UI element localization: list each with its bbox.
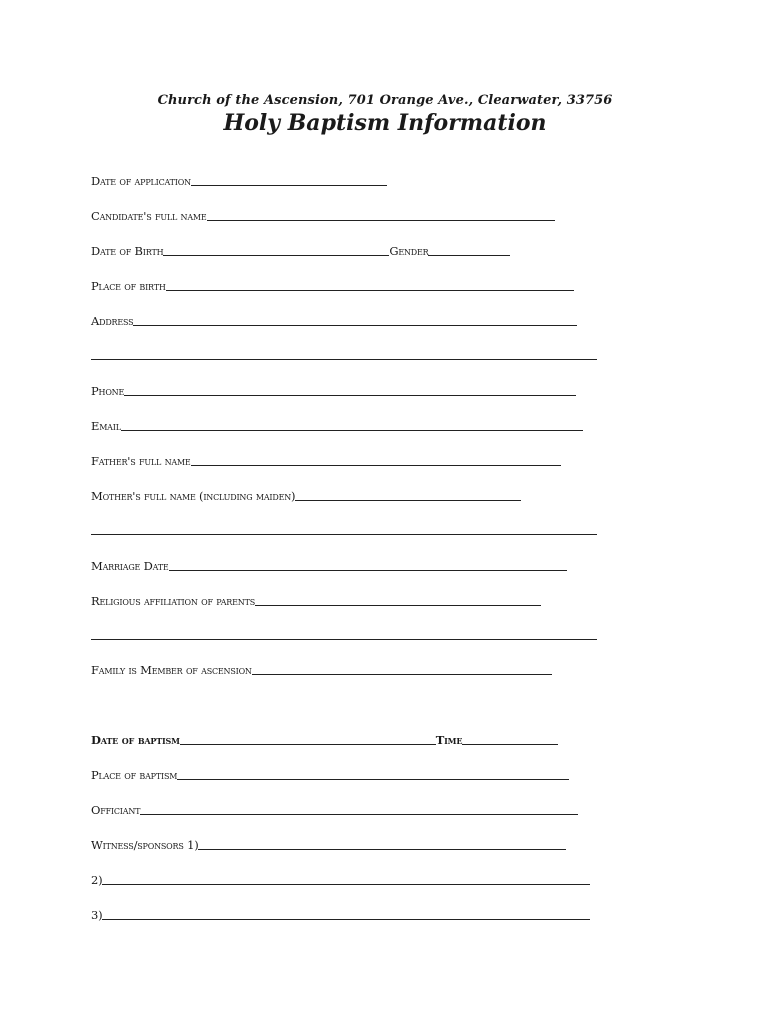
sponsor-2-label: 2): [91, 873, 103, 887]
father-full-name-label: Father's full name: [91, 454, 191, 468]
witness-sponsors-row: [91, 834, 566, 852]
religious-affiliation-label: Religious affiliation of parents: [91, 594, 255, 608]
candidate-full-name-label: Candidate's full name: [91, 209, 207, 223]
place-of-birth-label: Place of birth: [91, 279, 166, 293]
mother-full-name-field[interactable]: [295, 500, 521, 501]
form-title: Holy Baptism Information: [223, 110, 547, 136]
sponsor-3-row: [91, 904, 590, 922]
officiant-label: Officiant: [91, 803, 141, 817]
officiant-row: [91, 799, 578, 817]
phone-label: Phone: [91, 384, 125, 398]
place-of-birth-row: [91, 275, 574, 293]
marriage-date-field[interactable]: [169, 570, 567, 571]
father-full-name-row: [91, 450, 561, 468]
sponsor-3-field[interactable]: [102, 919, 590, 920]
email-label: Email: [91, 419, 121, 433]
phone-row: [91, 380, 576, 398]
date-of-baptism-row: [91, 729, 558, 747]
sponsor-2-row: [91, 869, 590, 887]
address-field[interactable]: [133, 325, 577, 326]
family-member-field[interactable]: [252, 674, 552, 675]
father-full-name-field[interactable]: [191, 465, 561, 466]
date-of-birth-field[interactable]: [163, 255, 389, 256]
place-of-birth-field[interactable]: [166, 290, 574, 291]
sponsor-3-label: 3): [91, 908, 103, 922]
witness-sponsors-label: Witness/sponsors 1): [91, 838, 199, 852]
candidate-full-name-row: [91, 205, 555, 223]
candidate-full-name-field[interactable]: [207, 220, 555, 221]
marriage-date-label: Marriage Date: [91, 559, 169, 573]
phone-field[interactable]: [124, 395, 576, 396]
religious-affiliation-line-2-field[interactable]: [91, 639, 597, 640]
mother-full-name-label: Mother's full name (including maiden): [91, 489, 296, 503]
email-field[interactable]: [121, 430, 583, 431]
date-of-baptism-label: Date of baptism: [91, 733, 180, 747]
date-of-birth-label: Date of Birth: [91, 244, 164, 258]
address-row: [91, 310, 577, 328]
family-member-row: [91, 659, 552, 677]
time-label: Time: [435, 733, 463, 747]
officiant-field[interactable]: [140, 814, 578, 815]
place-of-baptism-field[interactable]: [177, 779, 569, 780]
family-member-label: Family is Member of ascension: [91, 663, 252, 677]
gender-label: Gender: [389, 244, 429, 258]
church-address-line: Church of the Ascension, 701 Orange Ave., Clearwater, 33756: [157, 93, 613, 108]
time-field[interactable]: [462, 744, 558, 745]
religious-affiliation-field[interactable]: [255, 605, 541, 606]
sponsor-2-field[interactable]: [102, 884, 590, 885]
witness-sponsor-1-field[interactable]: [198, 849, 566, 850]
mother-full-name-line-2-field[interactable]: [91, 534, 597, 535]
date-of-application-label: Date of application: [91, 174, 191, 188]
place-of-baptism-row: [91, 764, 569, 782]
place-of-baptism-label: Place of baptism: [91, 768, 178, 782]
address-line-2-field[interactable]: [91, 359, 597, 360]
date-of-birth-row: [91, 240, 510, 258]
religious-affiliation-row: [91, 590, 541, 608]
date-of-application-row: [91, 170, 387, 188]
mother-full-name-row: [91, 485, 521, 503]
address-label: Address: [91, 314, 134, 328]
marriage-date-row: [91, 555, 567, 573]
gender-field[interactable]: [428, 255, 510, 256]
date-of-baptism-field[interactable]: [180, 744, 436, 745]
date-of-application-field[interactable]: [191, 185, 387, 186]
email-row: [91, 415, 583, 433]
